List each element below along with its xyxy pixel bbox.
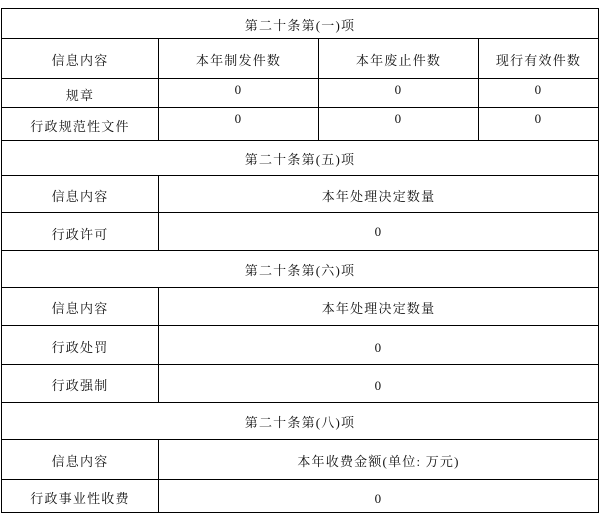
section-title: 第二十条第(一)项 bbox=[2, 9, 599, 39]
row-label: 行政处罚 bbox=[2, 326, 159, 365]
row-label: 行政强制 bbox=[2, 365, 159, 403]
value-cell: 0 bbox=[159, 365, 599, 403]
row-label: 规章 bbox=[2, 79, 159, 108]
header-row bbox=[2, 176, 599, 213]
header-cell-decisions: 本年处理决定数量 bbox=[159, 176, 599, 213]
value-cell: 0 bbox=[159, 326, 599, 365]
table-row bbox=[2, 213, 599, 251]
section-title-row bbox=[2, 403, 599, 440]
table-row bbox=[2, 79, 599, 108]
section-title-row bbox=[2, 9, 599, 39]
value-cell: 0 bbox=[479, 79, 599, 108]
table-row bbox=[2, 365, 599, 403]
table-row bbox=[2, 480, 599, 513]
header-cell-decisions: 本年处理决定数量 bbox=[159, 288, 599, 326]
header-cell-info: 信息内容 bbox=[2, 440, 159, 480]
table-row bbox=[2, 326, 599, 365]
value-cell: 0 bbox=[159, 480, 599, 513]
value-cell: 0 bbox=[479, 108, 599, 141]
disclosure-table bbox=[1, 8, 599, 513]
row-label: 行政许可 bbox=[2, 213, 159, 251]
value-cell: 0 bbox=[319, 108, 479, 141]
value-cell: 0 bbox=[159, 79, 319, 108]
header-cell-issued: 本年制发件数 bbox=[159, 39, 319, 79]
value-cell: 0 bbox=[319, 79, 479, 108]
header-cell-info: 信息内容 bbox=[2, 288, 159, 326]
header-row bbox=[2, 440, 599, 480]
section-title-row bbox=[2, 141, 599, 176]
header-cell-fees: 本年收费金额(单位: 万元) bbox=[159, 440, 599, 480]
section-title: 第二十条第(八)项 bbox=[2, 403, 599, 440]
disclosure-document bbox=[1, 8, 599, 513]
header-cell-info: 信息内容 bbox=[2, 39, 159, 79]
row-label: 行政事业性收费 bbox=[2, 480, 159, 513]
value-cell: 0 bbox=[159, 108, 319, 141]
section-title-row bbox=[2, 251, 599, 288]
header-cell-repealed: 本年废止件数 bbox=[319, 39, 479, 79]
section-title: 第二十条第(六)项 bbox=[2, 251, 599, 288]
header-row bbox=[2, 39, 599, 79]
table-row bbox=[2, 108, 599, 141]
row-label: 行政规范性文件 bbox=[2, 108, 159, 141]
header-cell-valid: 现行有效件数 bbox=[479, 39, 599, 79]
header-cell-info: 信息内容 bbox=[2, 176, 159, 213]
section-title: 第二十条第(五)项 bbox=[2, 141, 599, 176]
value-cell: 0 bbox=[159, 213, 599, 251]
header-row bbox=[2, 288, 599, 326]
